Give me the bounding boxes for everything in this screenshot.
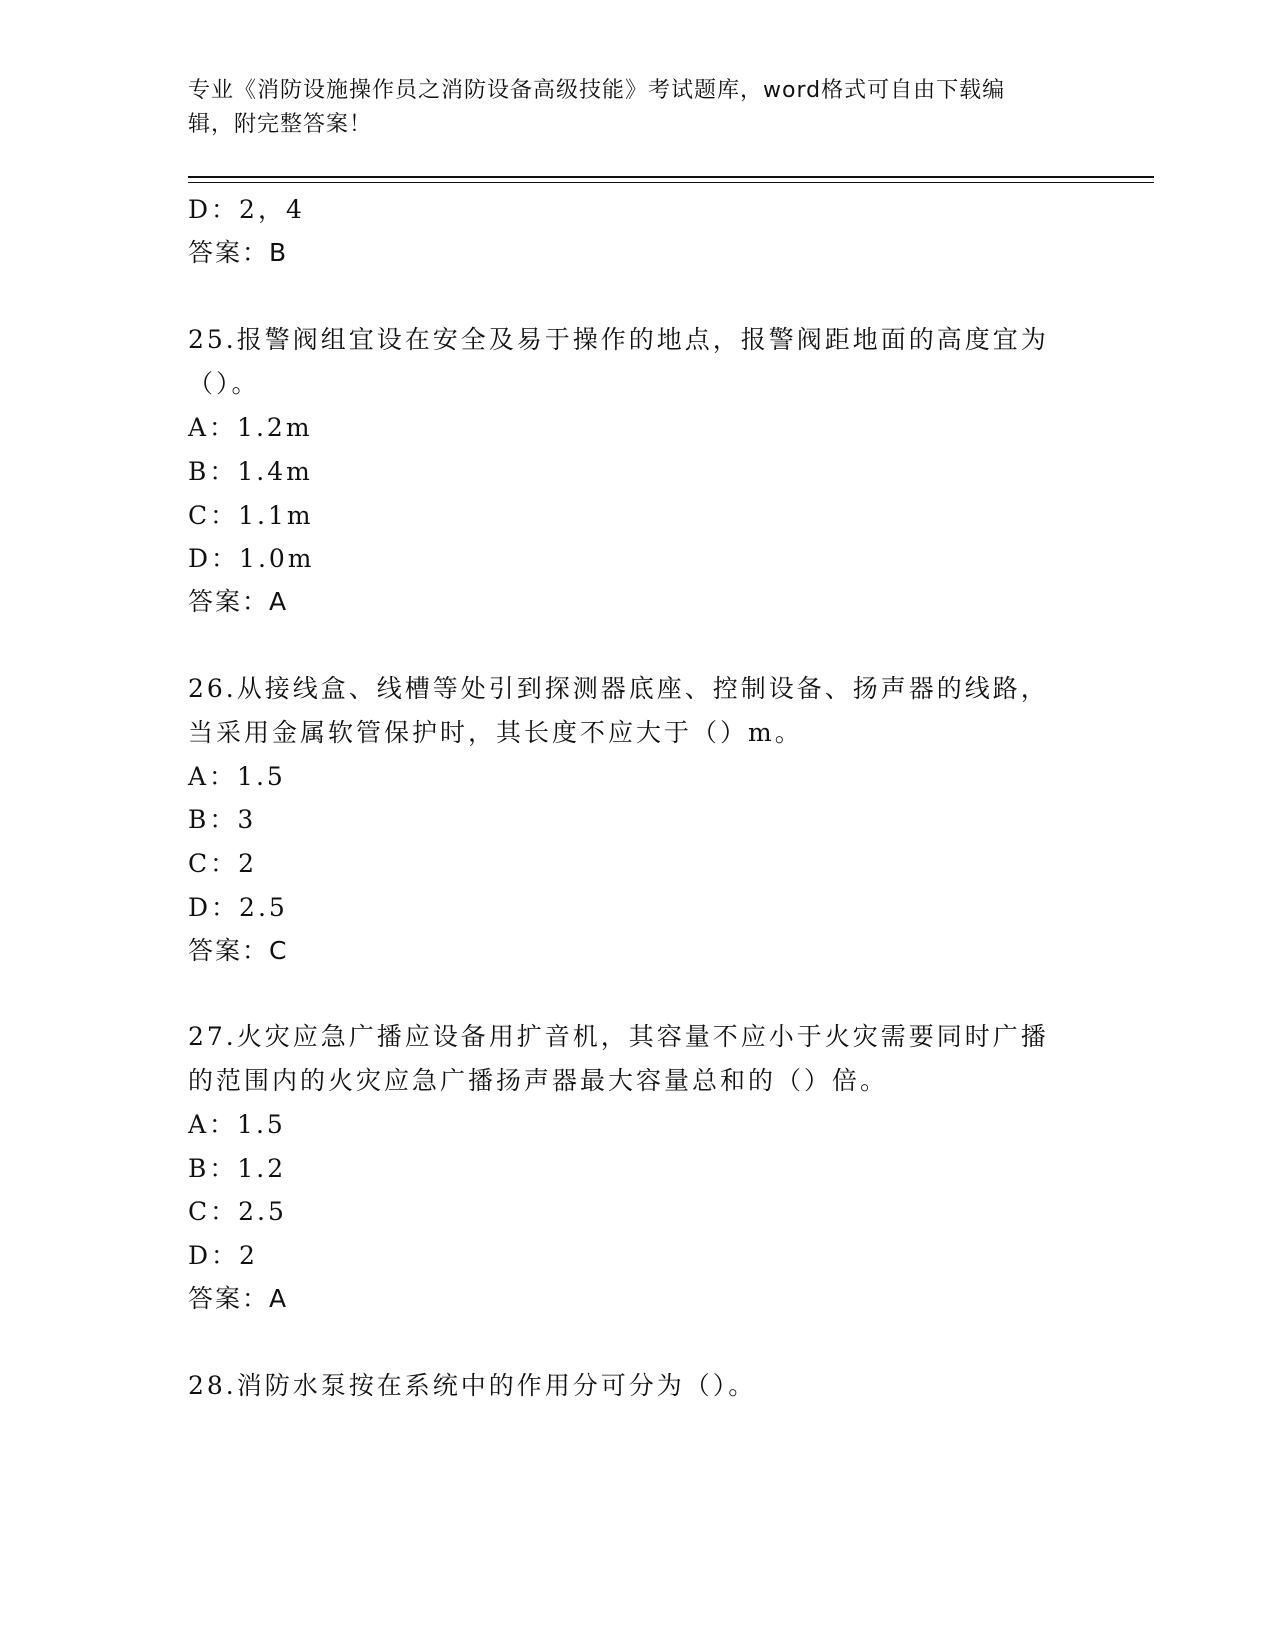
- q27-option-b: B：1.2: [188, 1154, 287, 1183]
- q26-option-c: C：2: [188, 849, 258, 878]
- q26-option-d: D：2.5: [188, 893, 288, 922]
- header-line-2: 辑，附完整答案！: [188, 112, 373, 137]
- q25-option-a: A：1.2m: [188, 413, 313, 442]
- header-line-1: 专业《消防设施操作员之消防设备高级技能》考试题库，word格式可自由下载编: [188, 78, 1006, 103]
- q25-option-d: D：1.0m: [188, 544, 315, 573]
- q28-text-line-1: 28.消防水泵按在系统中的作用分可分为（）。: [188, 1371, 757, 1400]
- q25-text-line-2: （）。: [188, 369, 260, 398]
- q26-answer: 答案：C: [188, 936, 289, 965]
- q25-text-line-1: 25.报警阀组宜设在安全及易于操作的地点，报警阀距地面的高度宜为: [188, 325, 1049, 354]
- q27-text-line-1: 27.火灾应急广播应设备用扩音机，其容量不应小于火灾需要同时广播: [188, 1022, 1049, 1051]
- q25-answer: 答案：A: [188, 587, 289, 616]
- q25-option-b: B：1.4m: [188, 457, 313, 486]
- document-header: [188, 74, 1088, 142]
- q27-option-d: D：2: [188, 1241, 258, 1270]
- header-divider-thin: [188, 182, 1154, 183]
- q27-option-c: C：2.5: [188, 1197, 287, 1226]
- q26-option-a: A：1.5: [188, 762, 286, 791]
- q27-option-a: A：1.5: [188, 1110, 286, 1139]
- prev-option-d: D：2，4: [188, 195, 305, 224]
- q27-text-line-2: 的范围内的火灾应急广播扬声器最大容量总和的（）倍。: [188, 1066, 889, 1095]
- header-divider-thick: [188, 176, 1154, 178]
- prev-answer: 答案：B: [188, 238, 289, 267]
- q26-text-line-1: 26.从接线盒、线槽等处引到探测器底座、控制设备、扬声器的线路，: [188, 674, 1049, 703]
- q26-text-line-2: 当采用金属软管保护时，其长度不应大于（）m。: [188, 718, 803, 747]
- q25-option-c: C：1.1m: [188, 501, 314, 530]
- q27-answer: 答案：A: [188, 1284, 289, 1313]
- q26-option-b: B：3: [188, 805, 257, 834]
